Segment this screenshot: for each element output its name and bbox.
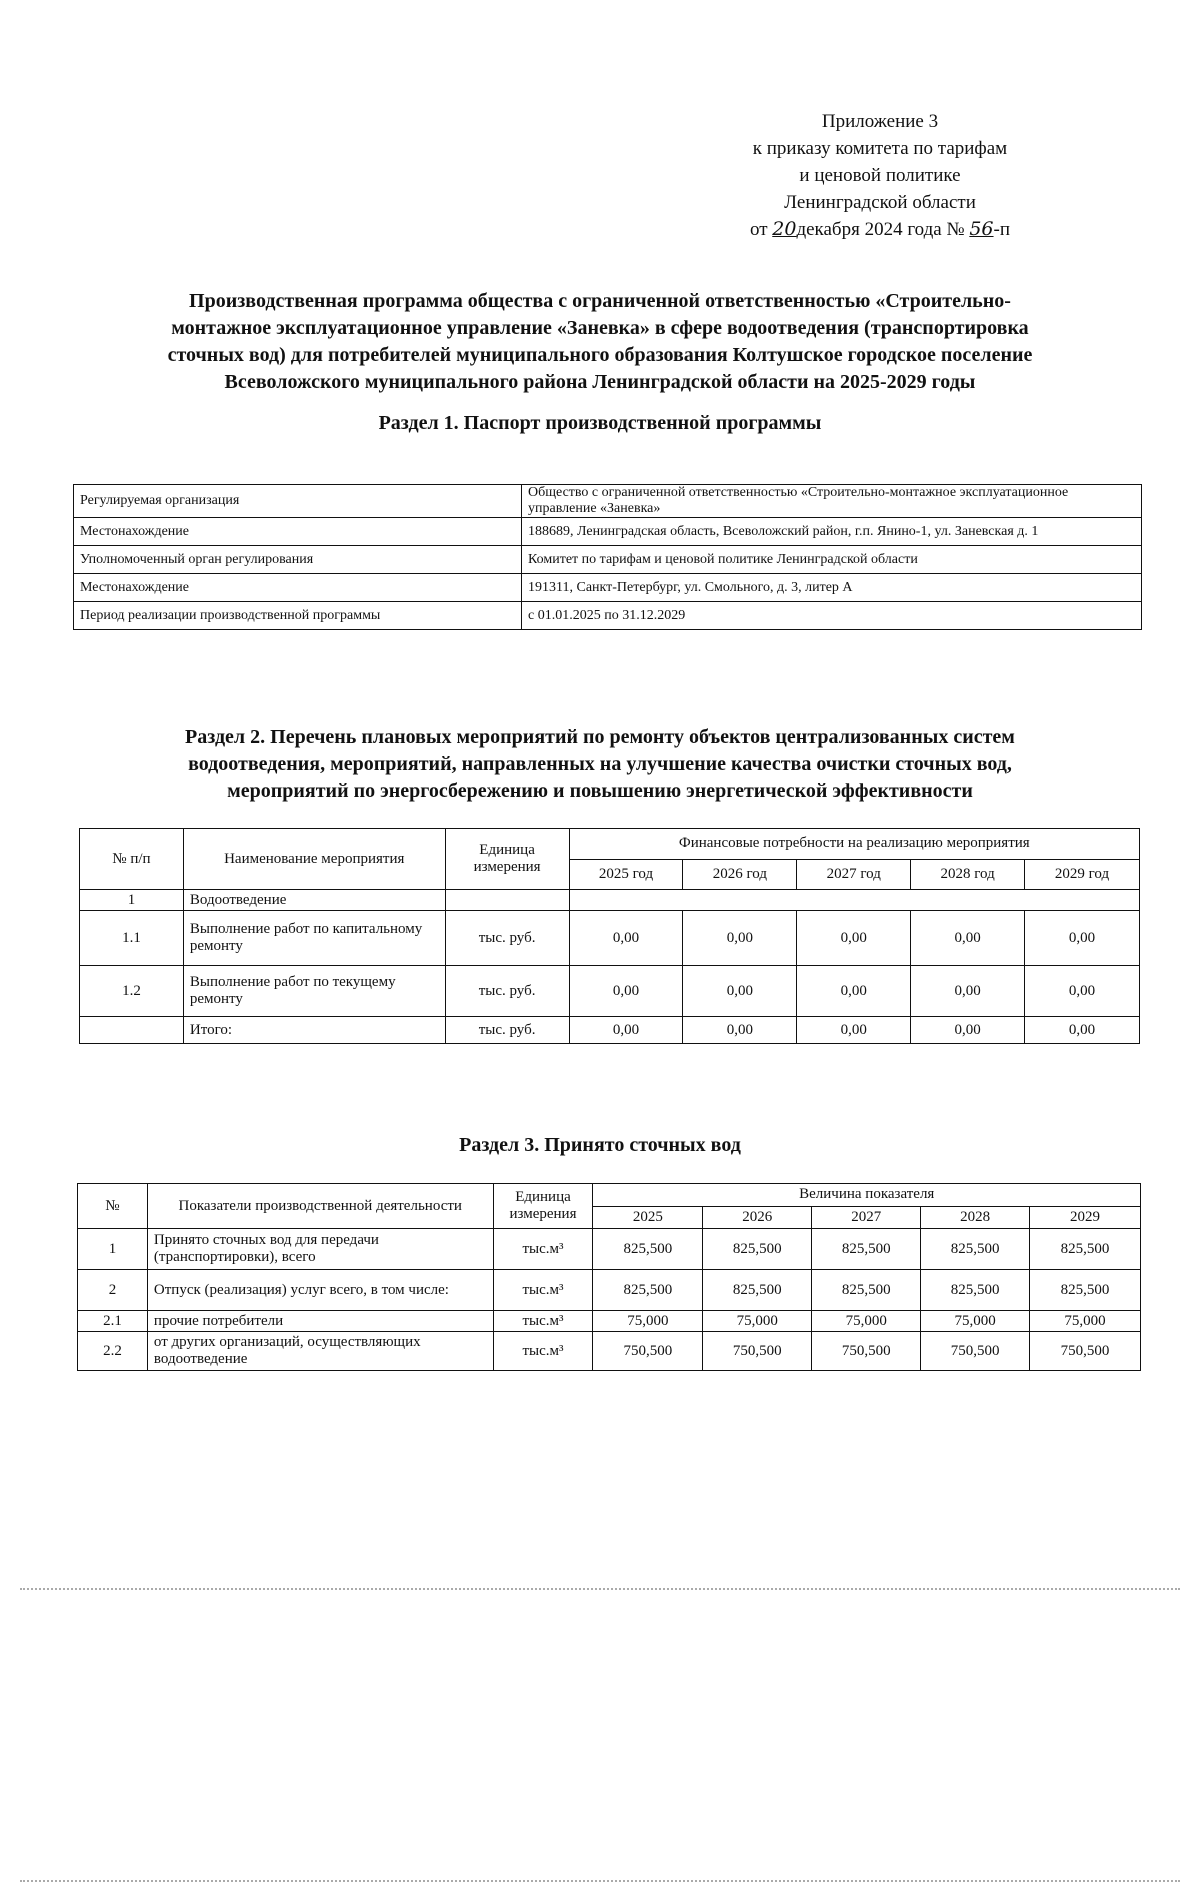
handwritten-number: 56 (969, 218, 994, 240)
cell-name: Итого: (183, 1017, 445, 1044)
cell-name: Принято сточных вод для передачи (транспортировки), всего (147, 1229, 493, 1270)
cell-value: 0,00 (1025, 911, 1140, 966)
cell-value: 825,500 (812, 1270, 921, 1311)
cell-unit: тыс. руб. (445, 1017, 569, 1044)
order-suffix: -п (993, 219, 1011, 240)
col-header-year: 2027 год (797, 859, 911, 890)
title-line: Всеволожского муниципального района Ленинградской области на 2025-2029 годы (224, 371, 976, 393)
cell-value: 75,000 (1030, 1311, 1141, 1332)
cell-num: 1.1 (80, 911, 184, 966)
cell-value: 0,00 (683, 966, 797, 1017)
table-row (74, 546, 1142, 574)
cell-name: Выполнение работ по текущему ремонту (183, 966, 445, 1017)
col-header-year: 2028 (921, 1206, 1030, 1229)
indicators-table (77, 1183, 1141, 1371)
appendix-line: к приказу комитета по тарифам (752, 138, 1008, 159)
table-header-row (78, 1184, 1141, 1207)
table-row (78, 1270, 1141, 1311)
cell-unit: тыс.м³ (493, 1270, 593, 1311)
passport-value: Общество с ограниченной ответственностью «Строительно-монтажное эксплуатационное управление «Заневка» (522, 485, 1142, 518)
table-row (74, 485, 1142, 518)
col-header-year: 2026 год (683, 859, 797, 890)
cell-value: 0,00 (797, 1017, 911, 1044)
passport-key: Период реализации производственной программы (74, 602, 522, 630)
cell-value: 750,500 (812, 1332, 921, 1371)
cell-empty (569, 890, 1139, 911)
passport-value: с 01.01.2025 по 31.12.2029 (522, 602, 1142, 630)
table-row (78, 1311, 1141, 1332)
cell-value: 0,00 (911, 1017, 1025, 1044)
table-row (78, 1332, 1141, 1371)
appendix-line: и ценовой политике (799, 165, 961, 186)
heading-line: Раздел 2. Перечень плановых мероприятий по ремонту объектов централизованных систем (185, 726, 1015, 748)
cell-name: Водоотведение (183, 890, 445, 911)
cell-num: 2 (78, 1270, 148, 1311)
title-line: сточных вод) для потребителей муниципального образования Колтушское городское поселение (167, 344, 1033, 366)
col-header-year: 2029 год (1025, 859, 1140, 890)
passport-key: Уполномоченный орган регулирования (74, 546, 522, 574)
cell-unit: тыс. руб. (445, 911, 569, 966)
cell-unit: тыс.м³ (493, 1332, 593, 1371)
scan-artifact-line (20, 1588, 1180, 1590)
cell-unit: тыс.м³ (493, 1229, 593, 1270)
cell-value: 75,000 (921, 1311, 1030, 1332)
table-header-row (80, 829, 1140, 860)
heading-line: мероприятий по энергосбережению и повышению энергетической эффективности (227, 780, 973, 802)
table-row (74, 602, 1142, 630)
table-row (80, 1017, 1140, 1044)
cell-value: 825,500 (921, 1270, 1030, 1311)
passport-table (73, 484, 1142, 630)
cell-value: 825,500 (703, 1270, 812, 1311)
passport-value: 191311, Санкт-Петербург, ул. Смольного, д. 3, литер А (522, 574, 1142, 602)
cell-num: 2.2 (78, 1332, 148, 1371)
col-header-name: Показатели производственной деятельности (147, 1184, 493, 1229)
cell-value: 75,000 (812, 1311, 921, 1332)
cell-value: 0,00 (569, 966, 683, 1017)
cell-num: 1.2 (80, 966, 184, 1017)
col-header-unit: Единица измерения (445, 829, 569, 890)
cell-value: 0,00 (1025, 1017, 1140, 1044)
col-header-num: № п/п (80, 829, 184, 890)
table-row (80, 890, 1140, 911)
cell-value: 750,500 (703, 1332, 812, 1371)
handwritten-day: 20 (772, 218, 797, 240)
col-header-value: Величина показателя (593, 1184, 1141, 1207)
cell-name: прочие потребители (147, 1311, 493, 1332)
table-row (80, 911, 1140, 966)
cell-num: 1 (78, 1229, 148, 1270)
col-header-year: 2028 год (911, 859, 1025, 890)
cell-value: 825,500 (703, 1229, 812, 1270)
section2-heading (100, 724, 1100, 805)
cell-value: 825,500 (921, 1229, 1030, 1270)
cell-name: от других организаций, осуществляющих водоотведение (147, 1332, 493, 1371)
title-line: Производственная программа общества с ограниченной ответственностью «Строительно- (189, 290, 1011, 312)
cell-value: 750,500 (921, 1332, 1030, 1371)
heading-line: водоотведения, мероприятий, направленных на улучшение качества очистки сточных вод, (188, 753, 1012, 775)
col-header-name: Наименование мероприятия (183, 829, 445, 890)
table-row (78, 1229, 1141, 1270)
order-date: декабря 2024 года № (796, 219, 965, 240)
col-header-year: 2025 (593, 1206, 703, 1229)
cell-value: 0,00 (911, 966, 1025, 1017)
cell-value: 0,00 (683, 911, 797, 966)
cell-value: 75,000 (703, 1311, 812, 1332)
cell-name: Отпуск (реализация) услуг всего, в том числе: (147, 1270, 493, 1311)
col-header-year: 2027 (812, 1206, 921, 1229)
appendix-line: Ленинградской области (784, 192, 976, 213)
passport-key: Местонахождение (74, 574, 522, 602)
cell-unit: тыс. руб. (445, 966, 569, 1017)
cell-empty (80, 1017, 184, 1044)
cell-value: 0,00 (797, 966, 911, 1017)
cell-value: 825,500 (1030, 1270, 1141, 1311)
appendix-header (700, 108, 1060, 243)
col-header-unit: Единица измерения (493, 1184, 593, 1229)
section1-heading: Раздел 1. Паспорт производственной программы (378, 412, 822, 434)
passport-value: 188689, Ленинградская область, Всеволожский район, г.п. Янино-1, ул. Заневская д. 1 (522, 518, 1142, 546)
cell-value: 825,500 (593, 1270, 703, 1311)
section3-heading: Раздел 3. Принято сточных вод (459, 1134, 741, 1156)
cell-value: 0,00 (569, 911, 683, 966)
cell-value: 825,500 (1030, 1229, 1141, 1270)
title-line: монтажное эксплуатационное управление «Заневка» в сфере водоотведения (транспортировка (171, 317, 1029, 339)
cell-value: 750,500 (593, 1332, 703, 1371)
passport-value: Комитет по тарифам и ценовой политике Ленинградской области (522, 546, 1142, 574)
table-row (74, 574, 1142, 602)
col-header-year: 2029 (1030, 1206, 1141, 1229)
table-row (74, 518, 1142, 546)
measures-table (79, 828, 1140, 1044)
col-header-year: 2026 (703, 1206, 812, 1229)
cell-value: 0,00 (1025, 966, 1140, 1017)
passport-key: Местонахождение (74, 518, 522, 546)
passport-key: Регулируемая организация (74, 485, 522, 518)
cell-value: 0,00 (569, 1017, 683, 1044)
table-row (80, 966, 1140, 1017)
cell-value: 75,000 (593, 1311, 703, 1332)
cell-name: Выполнение работ по капитальному ремонту (183, 911, 445, 966)
cell-value: 0,00 (683, 1017, 797, 1044)
cell-empty (445, 890, 569, 911)
cell-value: 825,500 (593, 1229, 703, 1270)
cell-value: 825,500 (812, 1229, 921, 1270)
col-header-num: № (78, 1184, 148, 1229)
cell-value: 0,00 (911, 911, 1025, 966)
cell-num: 1 (80, 890, 184, 911)
appendix-order-line (700, 216, 1060, 243)
col-header-finance: Финансовые потребности на реализацию мероприятия (569, 829, 1139, 860)
cell-value: 750,500 (1030, 1332, 1141, 1371)
scan-artifact-line (20, 1880, 1180, 1882)
cell-num: 2.1 (78, 1311, 148, 1332)
cell-value: 0,00 (797, 911, 911, 966)
document-title (120, 288, 1080, 396)
order-prefix: от (749, 219, 768, 240)
col-header-year: 2025 год (569, 859, 683, 890)
appendix-line: Приложение 3 (821, 111, 939, 132)
cell-unit: тыс.м³ (493, 1311, 593, 1332)
